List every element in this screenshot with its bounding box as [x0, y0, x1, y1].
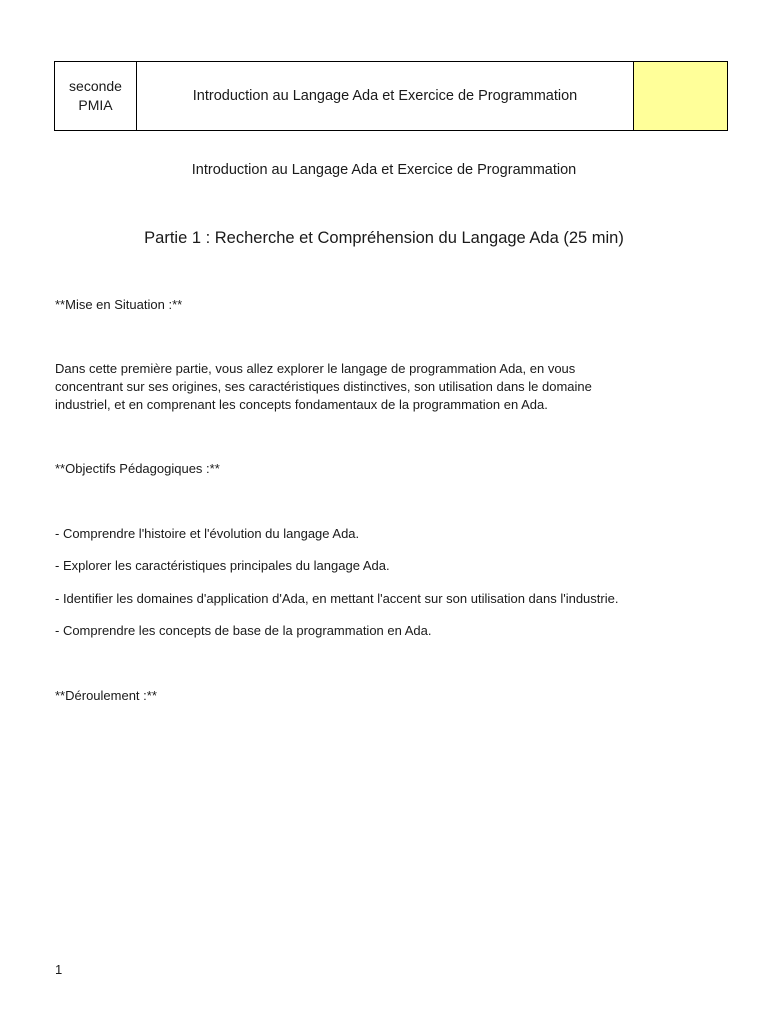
- objective-item: - Explorer les caractéristiques principales du langage Ada.: [55, 558, 390, 573]
- header-table: [54, 61, 728, 131]
- section-heading-deroulement: **Déroulement :**: [55, 688, 157, 703]
- intro-line: concentrant sur ses origines, ses caractéristiques distinctives, son utilisation dans le domaine: [55, 379, 592, 394]
- intro-paragraph: [55, 360, 592, 414]
- header-title-cell: [137, 62, 634, 130]
- objective-item: - Identifier les domaines d'application d'Ada, en mettant l'accent sur son utilisation dans l'industrie.: [55, 591, 619, 606]
- section-heading-mise-en-situation: **Mise en Situation :**: [55, 297, 183, 312]
- header-title: Introduction au Langage Ada et Exercice de Programmation: [192, 88, 578, 104]
- objective-item: - Comprendre l'histoire et l'évolution du langage Ada.: [55, 526, 360, 541]
- page-number: 1: [55, 962, 63, 977]
- objective-item: - Comprendre les concepts de base de la programmation en Ada.: [55, 623, 432, 638]
- part-title: Partie 1 : Recherche et Compréhension du Langage Ada (25 min): [144, 229, 624, 247]
- document-title: Introduction au Langage Ada et Exercice de Programmation: [191, 162, 577, 178]
- intro-line: industriel, et en comprenant les concepts fondamentaux de la programmation en Ada.: [55, 397, 548, 412]
- header-class-name: PMIA: [78, 97, 113, 113]
- intro-line: Dans cette première partie, vous allez explorer le langage de programmation Ada, en vous: [55, 361, 576, 376]
- header-class-cell: [55, 62, 137, 130]
- section-heading-objectifs: **Objectifs Pédagogiques :**: [55, 461, 220, 476]
- header-highlight-cell: [634, 62, 727, 130]
- header-class-level: seconde: [69, 78, 122, 94]
